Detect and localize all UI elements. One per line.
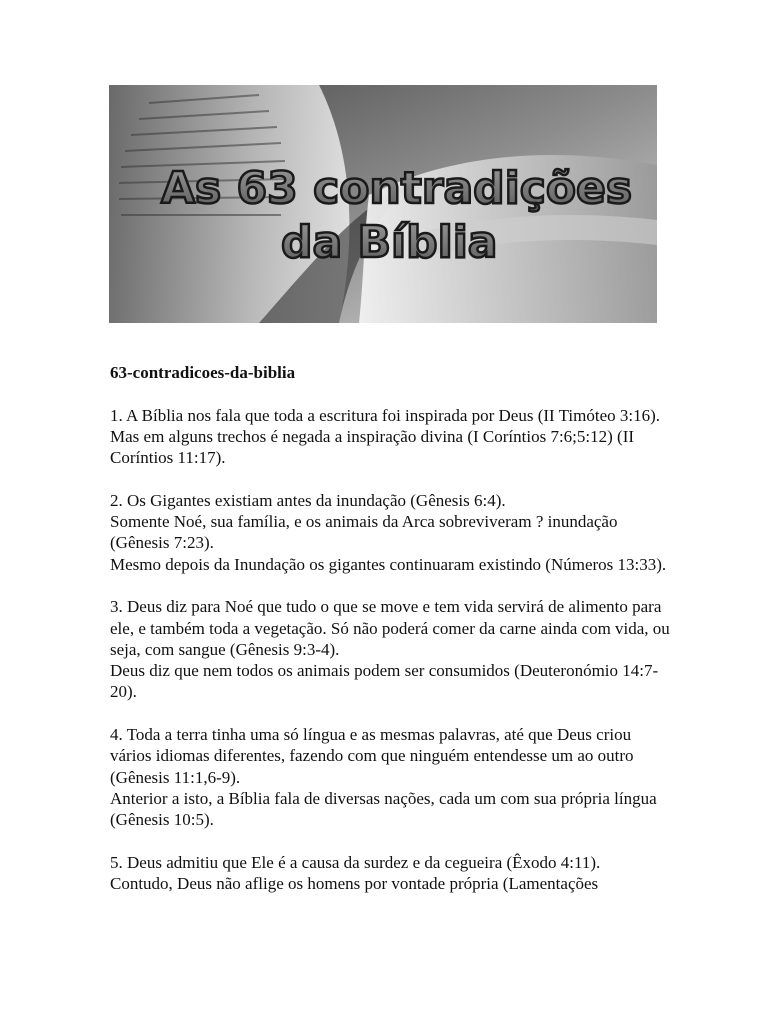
paragraph: Deus diz que nem todos os animais podem ser consumidos (Deuteronómio 14:7-20). — [110, 661, 659, 702]
banner-title-line2: da Bíblia — [281, 217, 498, 268]
paragraph: Mesmo depois da Inundação os gigantes continuaram existindo (Números 13:33). — [110, 554, 667, 574]
paragraph: Contudo, Deus não aflige os homens por vontade própria (Lamentações — [110, 874, 599, 894]
list-item — [110, 724, 670, 830]
document-body — [110, 362, 670, 916]
paragraph: Anterior a isto, a Bíblia fala de diversas nações, cada um com sua própria língua (Gênesis 10:5). — [110, 788, 657, 830]
banner-image — [109, 85, 657, 323]
paragraph: Mas em alguns trechos é negada a inspiração divina (I Coríntios 7:6;5:12) (II Coríntios 11:17). — [110, 426, 635, 468]
paragraph: 5. Deus admitiu que Ele é a causa da surdez e da cegueira (Êxodo 4:11). — [110, 852, 601, 872]
list-item — [110, 405, 670, 469]
paragraph: Somente Noé, sua família, e os animais da Arca sobreviveram ? inundação (Gênesis 7:23). — [110, 512, 618, 553]
paragraph: 2. Os Gigantes existiam antes da inundação (Gênesis 6:4). — [110, 490, 506, 510]
paragraph: 4. Toda a terra tinha uma só língua e as mesmas palavras, até que Deus criou vários idiomas diferentes, fazendo com que ninguém entendesse um ao outro (Gênesis 11:1,6-9). — [110, 725, 634, 787]
list-item — [110, 852, 670, 895]
document-heading: 63-contradicoes-da-biblia — [110, 363, 296, 382]
banner-title-line1: As 63 contradições — [161, 163, 633, 214]
paragraph: 1. A Bíblia nos fala que toda a escritura foi inspirada por Deus (II Timóteo 3:16). — [110, 405, 661, 425]
open-book-photo-icon — [109, 85, 657, 323]
list-item — [110, 490, 670, 575]
paragraph: 3. Deus diz para Noé que tudo o que se move e tem vida servirá de alimento para ele, e também toda a vegetação. Só não poderá comer da carne ainda com vida, ou seja, com sangue (Gênesis 9:3-4). — [110, 597, 670, 659]
list-item — [110, 596, 670, 702]
